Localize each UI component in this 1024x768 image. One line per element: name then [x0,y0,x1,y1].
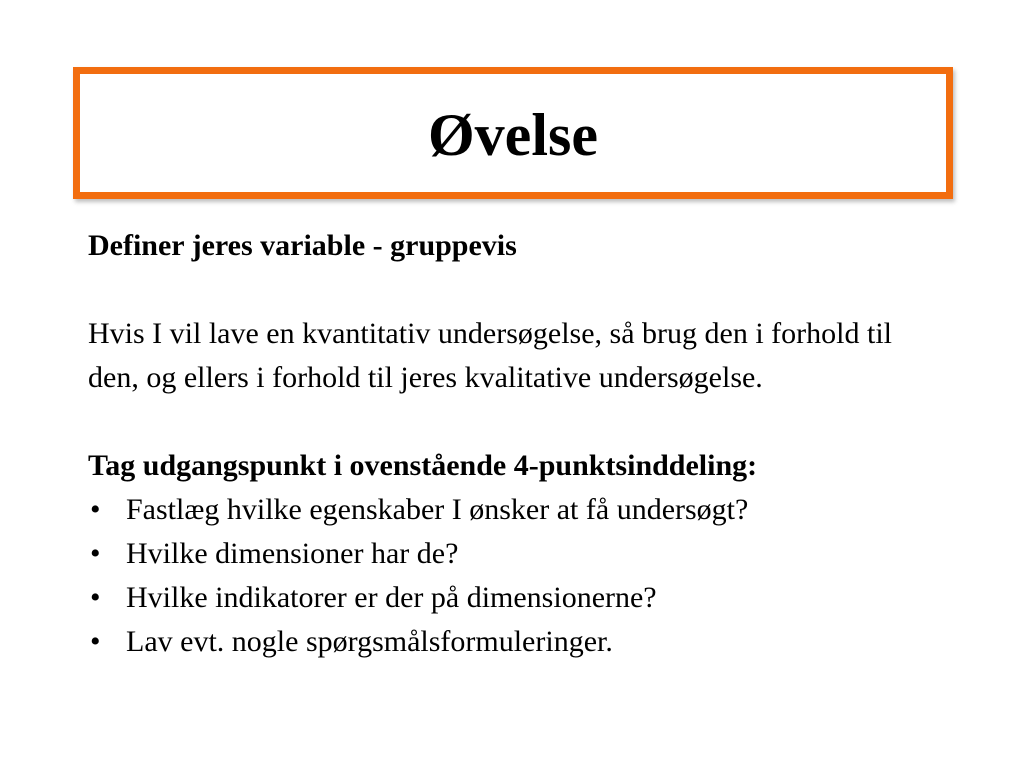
bullet-icon: • [90,537,101,570]
list-heading: Tag udgangspunkt i ovenstående 4-punktsinddeling: [88,449,758,482]
body-paragraph: Hvis I vil lave en kvantitativ undersøgelse, så brug den i forhold til den, og ellers i forhold til jeres kvalitative undersøgelse. [88,317,892,394]
list-item-text: Fastlæg hvilke egenskaber I ønsker at få undersøgt? [126,493,749,526]
list-item-text: Lav evt. nogle spørgsmålsformuleringer. [126,625,613,658]
slide-content [88,224,948,664]
bullet-icon: • [90,581,101,614]
subheading: Definer jeres variable - gruppevis [88,229,517,262]
bullet-icon: • [90,625,101,658]
list-item [88,532,948,576]
list-item-text: Hvilke indikatorer er der på dimensionerne? [126,581,657,614]
list-item [88,620,948,664]
list-item [88,576,948,620]
list-item [88,488,948,532]
bullet-icon: • [90,493,101,526]
bullet-list [88,488,948,664]
list-item-text: Hvilke dimensioner har de? [126,537,459,570]
title-box [73,67,953,199]
slide-title: Øvelse [428,102,598,168]
